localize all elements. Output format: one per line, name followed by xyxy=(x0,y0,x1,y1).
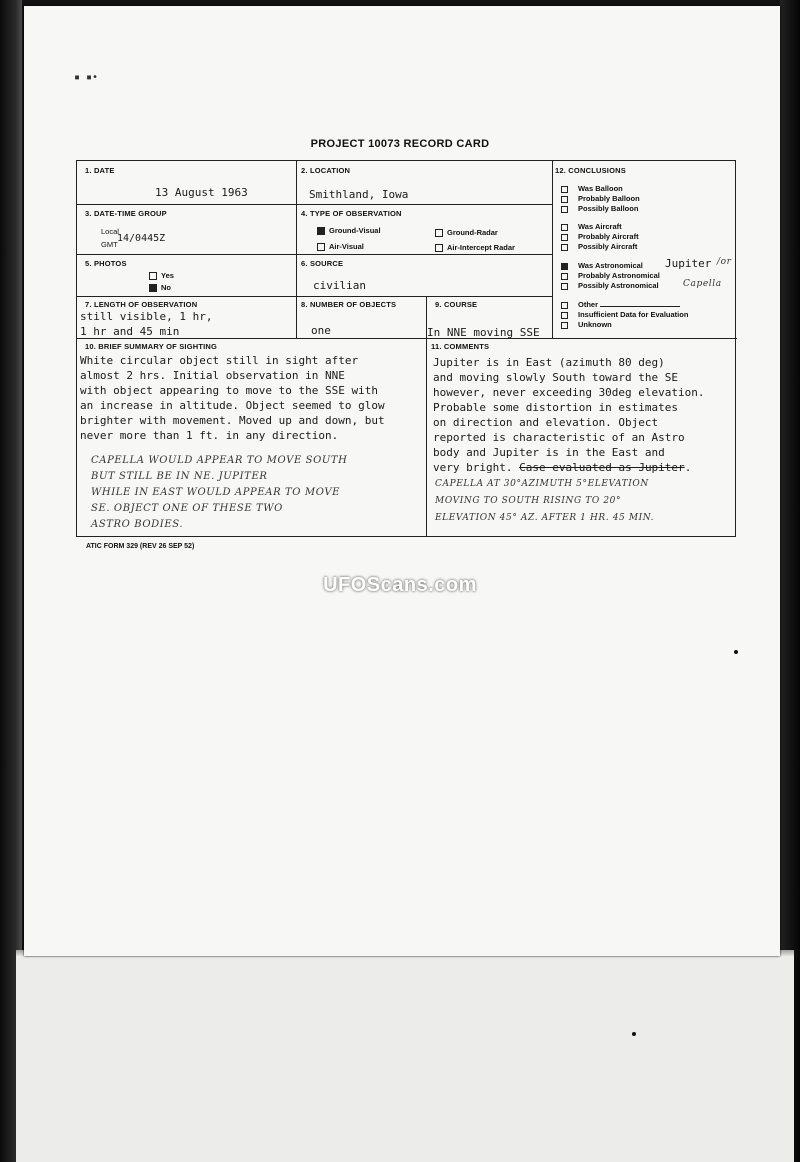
checkbox-checked-icon xyxy=(317,227,325,235)
course-value: In NNE moving SSE xyxy=(427,326,540,339)
form-number: ATIC FORM 329 (REV 26 SEP 52) xyxy=(86,543,195,550)
comments-line-3: however, never exceeding 30deg elevation. xyxy=(433,386,705,399)
option-air-intercept-radar: Air-Intercept Radar xyxy=(435,243,515,252)
possibly-astro-handwritten: Capella xyxy=(683,279,722,289)
comments-cell xyxy=(427,339,737,537)
checkbox-icon xyxy=(561,244,568,251)
checkbox-icon xyxy=(561,283,568,290)
conclusions-header: 12. CONCLUSIONS xyxy=(555,166,626,175)
date-value: 13 August 1963 xyxy=(155,186,248,199)
dtg-cell xyxy=(77,205,297,255)
comments-handwritten-3: ELEVATION 45° AZ. AFTER 1 HR. 45 MIN. xyxy=(435,513,655,523)
astro-initials: /or xyxy=(717,257,732,267)
conclusion-probably-balloon: Probably Balloon xyxy=(561,194,640,203)
summary-handwritten-3: WHILE IN EAST WOULD APPEAR TO MOVE xyxy=(91,487,341,498)
objects-value: one xyxy=(311,324,331,337)
checkbox-icon xyxy=(561,322,568,329)
length-cell xyxy=(77,297,297,339)
photos-no: No xyxy=(149,283,171,292)
observation-type-cell xyxy=(297,205,553,255)
scan-speck xyxy=(632,1032,636,1036)
date-header: 1. DATE xyxy=(85,166,115,175)
summary-line-4: an increase in altitude. Object seemed to glow xyxy=(80,399,385,412)
checkbox-checked-icon xyxy=(561,263,568,270)
checkbox-icon xyxy=(561,186,568,193)
checkbox-icon xyxy=(561,196,568,203)
summary-header: 10. BRIEF SUMMARY OF SIGHTING xyxy=(85,342,218,351)
conclusion-was-aircraft: Was Aircraft xyxy=(561,222,622,231)
dtg-gmt-value: 14/0445Z xyxy=(117,233,166,244)
conclusion-possibly-astronomical: Possibly Astronomical xyxy=(561,281,659,290)
conclusion-possibly-aircraft: Possibly Aircraft xyxy=(561,242,637,251)
length-line-2: 1 hr and 45 min xyxy=(80,325,180,338)
comments-line-6: reported is characteristic of an Astro xyxy=(433,431,685,444)
conclusion-probably-aircraft: Probably Aircraft xyxy=(561,232,639,241)
watermark: UFOScans.com xyxy=(323,574,477,596)
summary-handwritten-2: BUT STILL BE IN NE. JUPITER xyxy=(91,471,268,482)
photos-header: 5. PHOTOS xyxy=(85,259,127,268)
summary-handwritten-1: CAPELLA WOULD APPEAR TO MOVE SOUTH xyxy=(91,455,348,466)
course-header: 9. COURSE xyxy=(435,300,478,309)
location-value: Smithland, Iowa xyxy=(309,188,409,201)
conclusion-unknown: Unknown xyxy=(561,320,612,329)
comments-handwritten-2: MOVING TO SOUTH RISING TO 20° xyxy=(435,496,622,506)
checkbox-icon xyxy=(149,272,157,280)
comments-header: 11. COMMENTS xyxy=(431,342,490,351)
conclusion-was-astronomical: Was Astronomical xyxy=(561,261,643,270)
dtg-local-label: Local xyxy=(101,227,119,236)
scan-speck xyxy=(734,650,738,654)
checkbox-icon xyxy=(561,206,568,213)
comments-line-4: Probable some distortion in estimates xyxy=(433,401,679,414)
scan-smudge: ▪ ▪• xyxy=(74,72,99,83)
location-cell xyxy=(297,161,553,205)
checkbox-icon xyxy=(561,273,568,280)
summary-line-2: almost 2 hrs. Initial observation in NNE xyxy=(80,369,345,382)
comments-line-2: and moving slowly South toward the SE xyxy=(433,371,679,384)
option-ground-radar: Ground-Radar xyxy=(435,228,498,237)
photos-cell xyxy=(77,255,297,297)
summary-cell xyxy=(77,339,427,537)
conclusions-cell xyxy=(553,161,737,339)
checkbox-icon xyxy=(561,312,568,319)
comments-last-line: very bright. xyxy=(433,461,513,474)
summary-line-3: with object appearing to move to the SSE with xyxy=(80,384,379,397)
conclusion-was-balloon: Was Balloon xyxy=(561,184,623,193)
source-value: civilian xyxy=(313,279,366,292)
summary-line-1: White circular object still in sight after xyxy=(80,354,359,367)
checkbox-icon xyxy=(317,243,325,251)
summary-handwritten-5: ASTRO BODIES. xyxy=(91,519,184,530)
card-title: PROJECT 10073 RECORD CARD xyxy=(310,138,490,150)
comments-line-8: very bright. Case evaluated as Jupiter. xyxy=(433,461,692,474)
length-header: 7. LENGTH OF OBSERVATION xyxy=(85,300,198,309)
comments-line-1: Jupiter is in East (azimuth 80 deg) xyxy=(433,356,665,369)
astro-handwritten: Jupiter xyxy=(665,257,712,270)
checkbox-checked-icon xyxy=(149,284,157,292)
record-card xyxy=(76,160,736,537)
conclusion-insufficient-data: Insufficient Data for Evaluation xyxy=(561,310,688,319)
dtg-gmt-label: GMT xyxy=(101,240,118,249)
comments-line-7: body and Jupiter is in the East and xyxy=(433,446,665,459)
date-cell xyxy=(77,161,297,205)
checkbox-icon xyxy=(561,224,568,231)
checkbox-icon xyxy=(561,234,568,241)
checkbox-icon xyxy=(435,244,443,252)
checkbox-icon xyxy=(435,229,443,237)
objects-cell xyxy=(297,297,427,339)
course-cell xyxy=(427,297,553,339)
objects-header: 8. NUMBER OF OBJECTS xyxy=(301,300,397,309)
photos-yes: Yes xyxy=(149,271,174,280)
conclusion-probably-astronomical: Probably Astronomical xyxy=(561,271,660,280)
source-header: 6. SOURCE xyxy=(301,259,344,268)
option-ground-visual: Ground-Visual xyxy=(317,226,381,235)
location-header: 2. LOCATION xyxy=(301,166,351,175)
conclusion-possibly-balloon: Possibly Balloon xyxy=(561,204,638,213)
dtg-header: 3. DATE-TIME GROUP xyxy=(85,209,167,218)
conclusion-other: Other xyxy=(561,300,680,309)
summary-line-5: brighter with movement. Moved up and down, but xyxy=(80,414,385,427)
source-cell xyxy=(297,255,553,297)
summary-handwritten-4: SE. OBJECT ONE OF THESE TWO xyxy=(91,503,283,514)
comments-handwritten-1: CAPELLA AT 30°AZIMUTH 5°ELEVATION xyxy=(435,479,649,489)
observation-type-header: 4. TYPE OF OBSERVATION xyxy=(301,209,402,218)
length-line-1: still visible, 1 hr, xyxy=(80,310,213,323)
summary-line-6: never more than 1 ft. in any direction. xyxy=(80,429,339,442)
background-sheet xyxy=(16,950,794,1162)
comments-line-5: on direction and elevation. Object xyxy=(433,416,659,429)
option-air-visual: Air-Visual xyxy=(317,242,364,251)
comments-struck-text: Case evaluated as Jupiter xyxy=(519,461,685,474)
checkbox-icon xyxy=(561,302,568,309)
